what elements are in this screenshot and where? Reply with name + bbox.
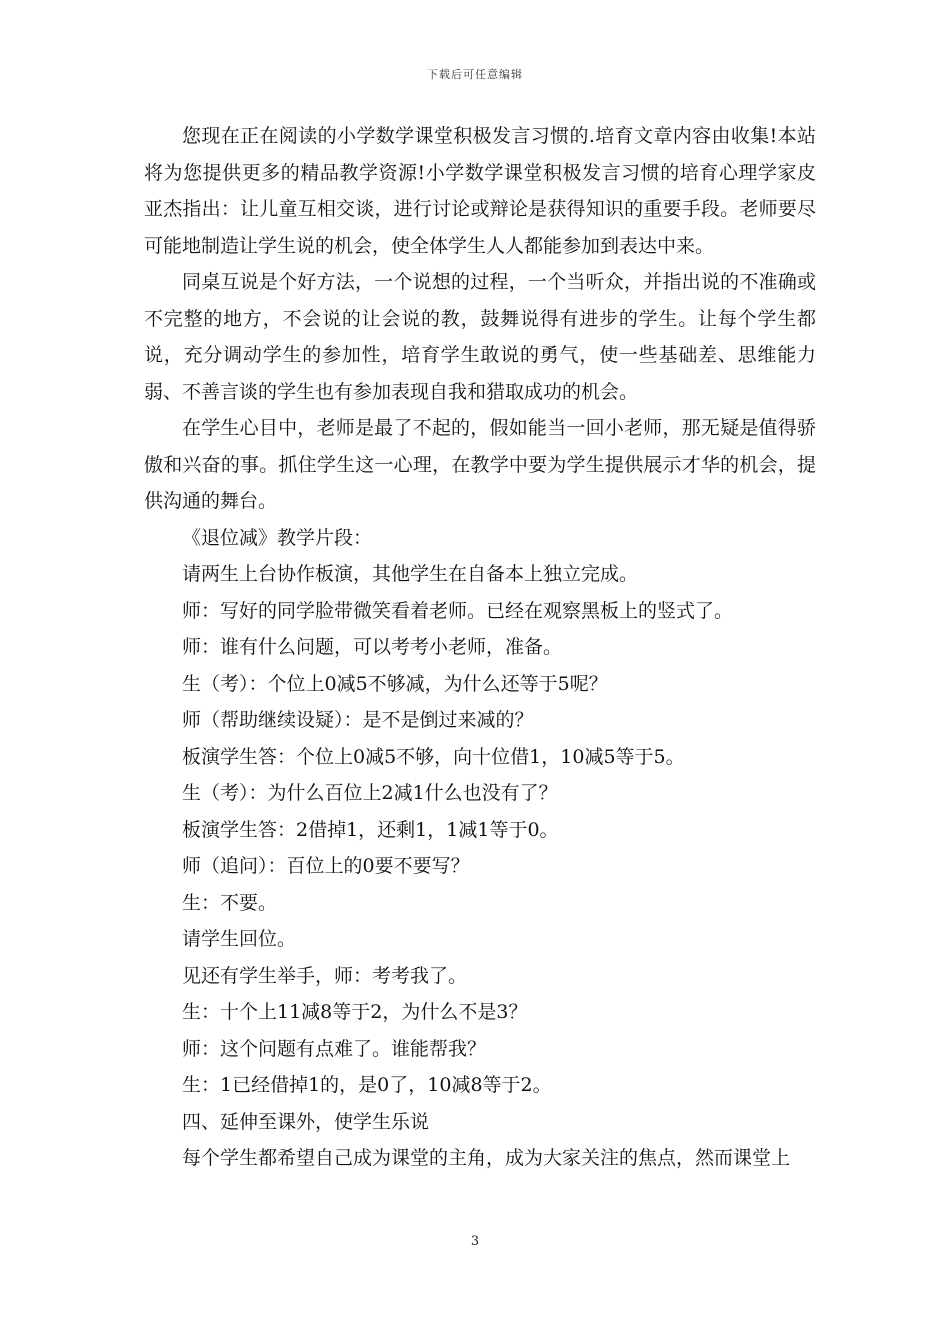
dialogue-line: 师（帮助继续设疑）：是不是倒过来减的？ (182, 709, 534, 731)
dialogue-line: 师：谁有什么问题，可以考考小老师，准备。 (182, 636, 563, 658)
dialogue-line: 板演学生答：个位上0减5不够，向十位借1，10减5等于5。 (182, 745, 685, 768)
dialogue-line: 生：1已经借掉1的，是0了，10减8等于2。 (182, 1074, 552, 1096)
body-paragraph: 在学生心目中，老师是最了不起的，假如能当一回小老师，那无疑是值得骄傲和兴奋的事。抓住学生这一心理，在教学中要为学生提供展示才华的机会，提供沟通的舞台。 (144, 417, 816, 512)
dialogue-line: 见还有学生举手，师：考考我了。 (182, 964, 468, 987)
section-heading: 四、延伸至课外，使学生乐说 (182, 1110, 430, 1133)
dialogue-line: 生：十个上11减8等于2，为什么不是3？ (182, 1001, 528, 1023)
body-paragraph: 每个学生都希望自己成为课堂的主角，成为大家关注的焦点，然而课堂上 (182, 1147, 791, 1169)
dialogue-line: 生：不要。 (182, 891, 278, 914)
document-body (144, 118, 816, 1177)
dialogue-line: 《退位减》教学片段： (182, 526, 373, 549)
dialogue-line: 板演学生答：2借掉1，还剩1，1减1等于0。 (182, 818, 559, 841)
dialogue-line: 师：这个问题有点难了。谁能帮我？ (182, 1037, 487, 1060)
dialogue-line: 师（追问）：百位上的0要不要写？ (182, 855, 470, 877)
body-paragraph: 您现在正在阅读的小学数学课堂积极发言习惯的.培育文章内容由收集!本站将为您提供更多的精品教学资源!小学数学课堂积极发言习惯的培育心理学家皮亚杰指出：让儿童互相交谈，进行讨论或辩论是获得知识的重要手段。老师要尽可能地制造让学生说的机会，使全体学生人人都能参加到表达中来。 (144, 125, 816, 257)
dialogue-line: 生（考）：为什么百位上2减1什么也没有了？ (182, 782, 558, 804)
body-paragraph: 同桌互说是个好方法，一个说想的过程，一个当听众，并指出说的不准确或不完整的地方，不会说的让会说的教，鼓舞说得有进步的学生。让每个学生都说，充分调动学生的参加性，培育学生敢说的勇气，使一些基础差、思维能力弱、不善言谈的学生也有参加表现自我和猎取成功的机会。 (144, 271, 816, 403)
dialogue-line: 请两生上台协作板演，其他学生在自备本上独立完成。 (182, 563, 639, 585)
dialogue-line: 师：写好的同学脸带微笑看着老师。已经在观察黑板上的竖式了。 (182, 599, 734, 622)
page-number: 3 (470, 1234, 480, 1249)
page-header: 下载后可任意编辑 (427, 68, 523, 81)
dialogue-line: 请学生回位。 (182, 928, 297, 950)
dialogue-line: 生（考）：个位上0减5不够减，为什么还等于5呢？ (182, 672, 608, 695)
